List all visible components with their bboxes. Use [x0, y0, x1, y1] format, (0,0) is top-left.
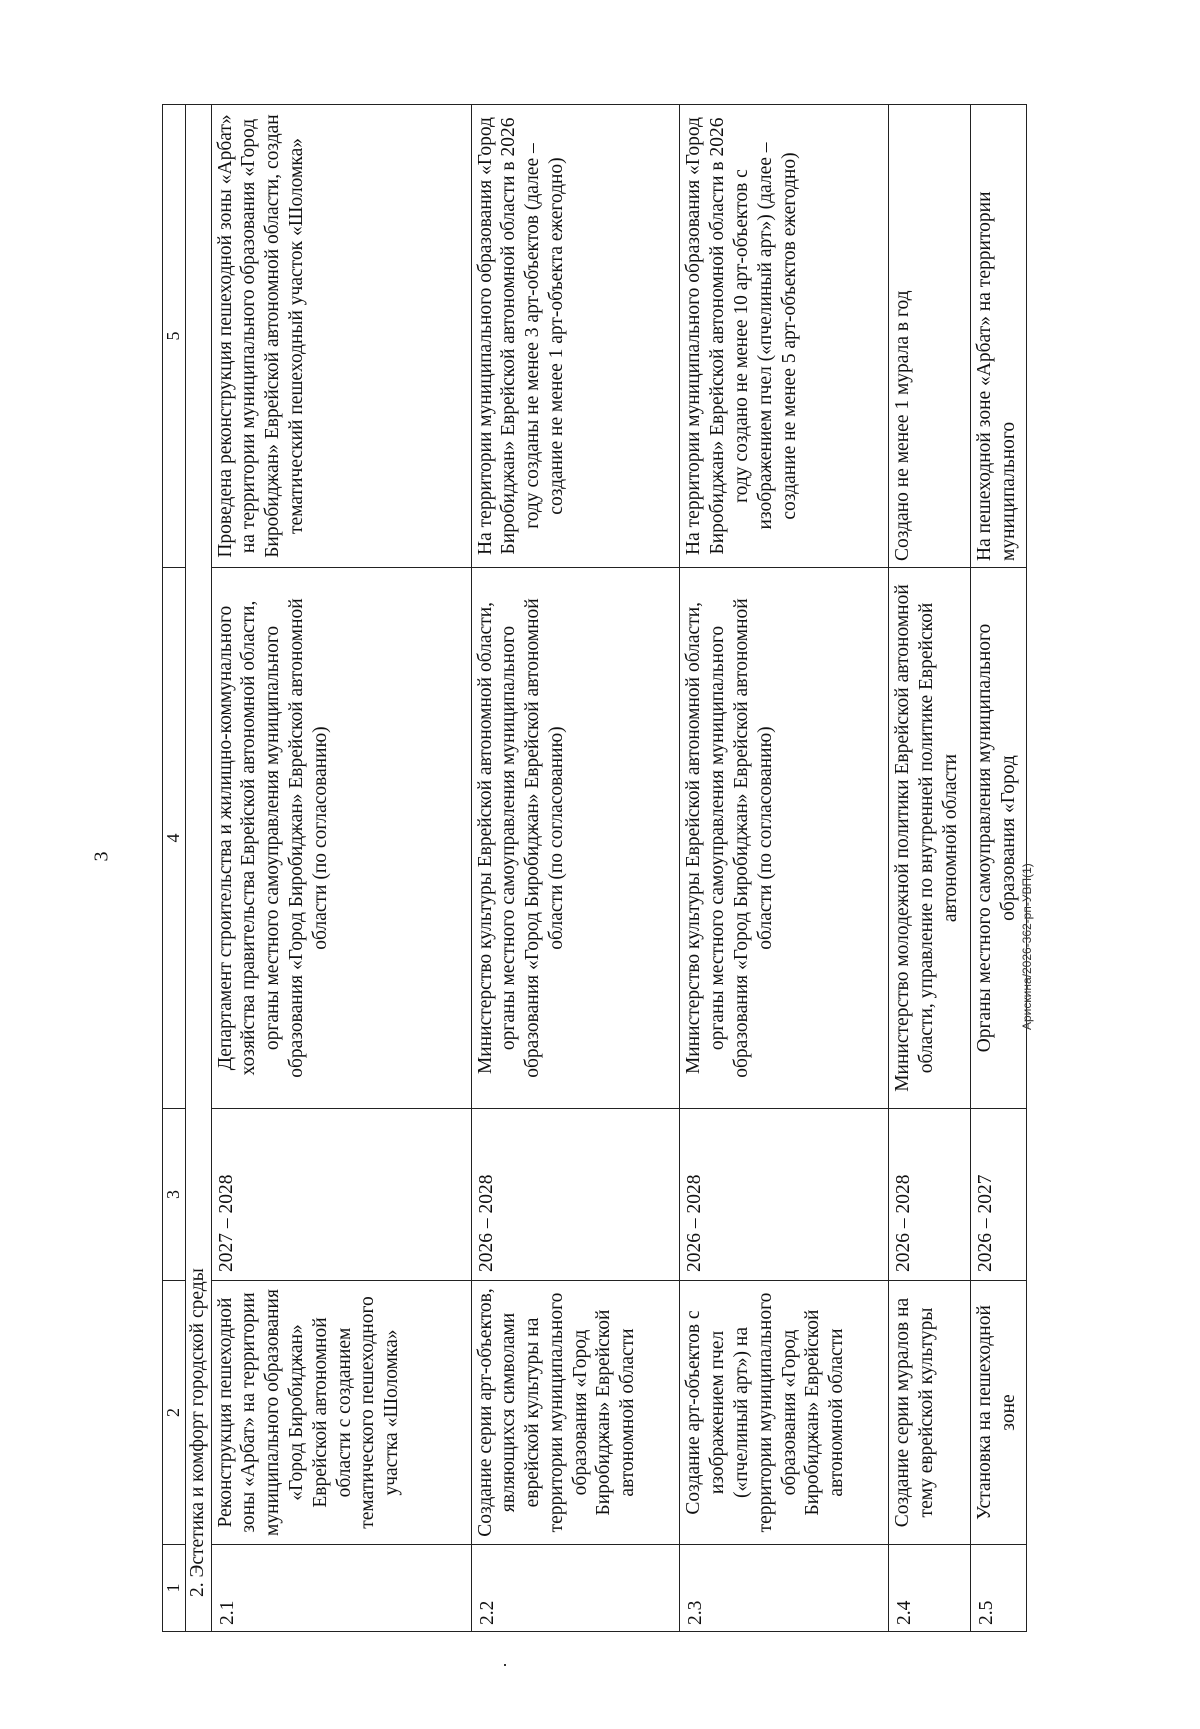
section-row — [186, 105, 211, 1632]
section-title: 2. Эстетика и комфорт городской среды — [186, 105, 211, 1632]
row-event: Создание серии муралов на тему еврейской культуры — [889, 1281, 971, 1545]
row-number: 2.3 — [680, 1545, 889, 1632]
row-executors: Министерство молодежной политики Еврейской автономной области, управление по внутренней политике Еврейской автономной области — [889, 568, 971, 1109]
header-col-5: 5 — [163, 105, 186, 568]
row-result: На пешеходной зоне «Арбат» на территории муниципального — [970, 105, 1026, 568]
header-col-4: 4 — [163, 568, 186, 1109]
row-executors: Министерство культуры Еврейской автономной области, органы местного самоуправления муниципального образования «Город Биробиджан» Еврейской автономной области (по согласованию) — [471, 568, 680, 1109]
row-result: Проведена реконструкция пешеходной зоны «Арбат» на территории муниципального образования «Город Биробиджан» Еврейской автономной области, создан тематический пешеходный участок «Шоломка» — [211, 105, 471, 568]
row-executors: Департамент строительства и жилищно-коммунального хозяйства правительства Еврейской автономной области, органы местного самоуправления муниципального образования «Город Биробиджан» Еврейской автономной области (по согласованию) — [211, 568, 471, 1109]
row-period: 2027 – 2028 — [211, 1109, 471, 1281]
row-number: 2.5 — [970, 1545, 1026, 1632]
table-row — [471, 105, 680, 1632]
row-result: Создано не менее 1 мурала в год — [889, 105, 971, 568]
plan-table — [162, 104, 1027, 1632]
row-event: Создание серии арт-объектов, являющихся символами еврейской культуры на территории муниципального образования «Город Биробиджан» Еврейской автономной области — [471, 1281, 680, 1545]
row-number: 2.4 — [889, 1545, 971, 1632]
row-number: 2.2 — [471, 1545, 680, 1632]
row-number: 2.1 — [211, 1545, 471, 1632]
row-period: 2026 – 2028 — [889, 1109, 971, 1281]
rotated-table-wrapper — [162, 104, 1027, 1632]
document-footer-id: Арискина/2026-362-рп-УВП(1) — [1020, 863, 1034, 1030]
row-period: 2026 – 2028 — [680, 1109, 889, 1281]
row-event: Создание арт-объектов с изображением пчел («пчелиный арт») на территории муниципального образования «Город Биробиджан» Еврейской автономной области — [680, 1281, 889, 1545]
table-row — [680, 105, 889, 1632]
row-result: На территории муниципального образования «Город Биробиджан» Еврейской автономной области в 2026 году создано не менее 10 арт-объектов с изображением пчел («пчелиный арт») (далее – создание не менее 5 арт-объектов ежегодно) — [680, 105, 889, 568]
row-executors: Министерство культуры Еврейской автономной области, органы местного самоуправления муниципального образования «Город Биробиджан» Еврейской автономной области (по согласованию) — [680, 568, 889, 1109]
header-col-2: 2 — [163, 1281, 186, 1545]
row-period: 2026 – 2028 — [471, 1109, 680, 1281]
header-col-3: 3 — [163, 1109, 186, 1281]
row-event: Установка на пешеходной зоне — [970, 1281, 1026, 1545]
table-header-row — [163, 105, 186, 1632]
scan-dot — [504, 1664, 506, 1666]
row-period: 2026 – 2027 — [970, 1109, 1026, 1281]
header-col-1: 1 — [163, 1545, 186, 1632]
page-number: 3 — [90, 851, 113, 862]
table-row — [970, 105, 1026, 1632]
row-result: На территории муниципального образования «Город Биробиджан» Еврейской автономной области в 2026 году созданы не менее 3 арт-объектов (далее – создание не менее 1 арт-объекта ежегодно) — [471, 105, 680, 568]
table-row — [211, 105, 471, 1632]
table-row — [889, 105, 971, 1632]
row-event: Реконструкция пешеходной зоны «Арбат» на территории муниципального образования «Город Биробиджан» Еврейской автономной области с созданием тематического пешеходного участка «Шоломка» — [211, 1281, 471, 1545]
row-executors: Органы местного самоуправления муниципального образования «Город — [970, 568, 1026, 1109]
